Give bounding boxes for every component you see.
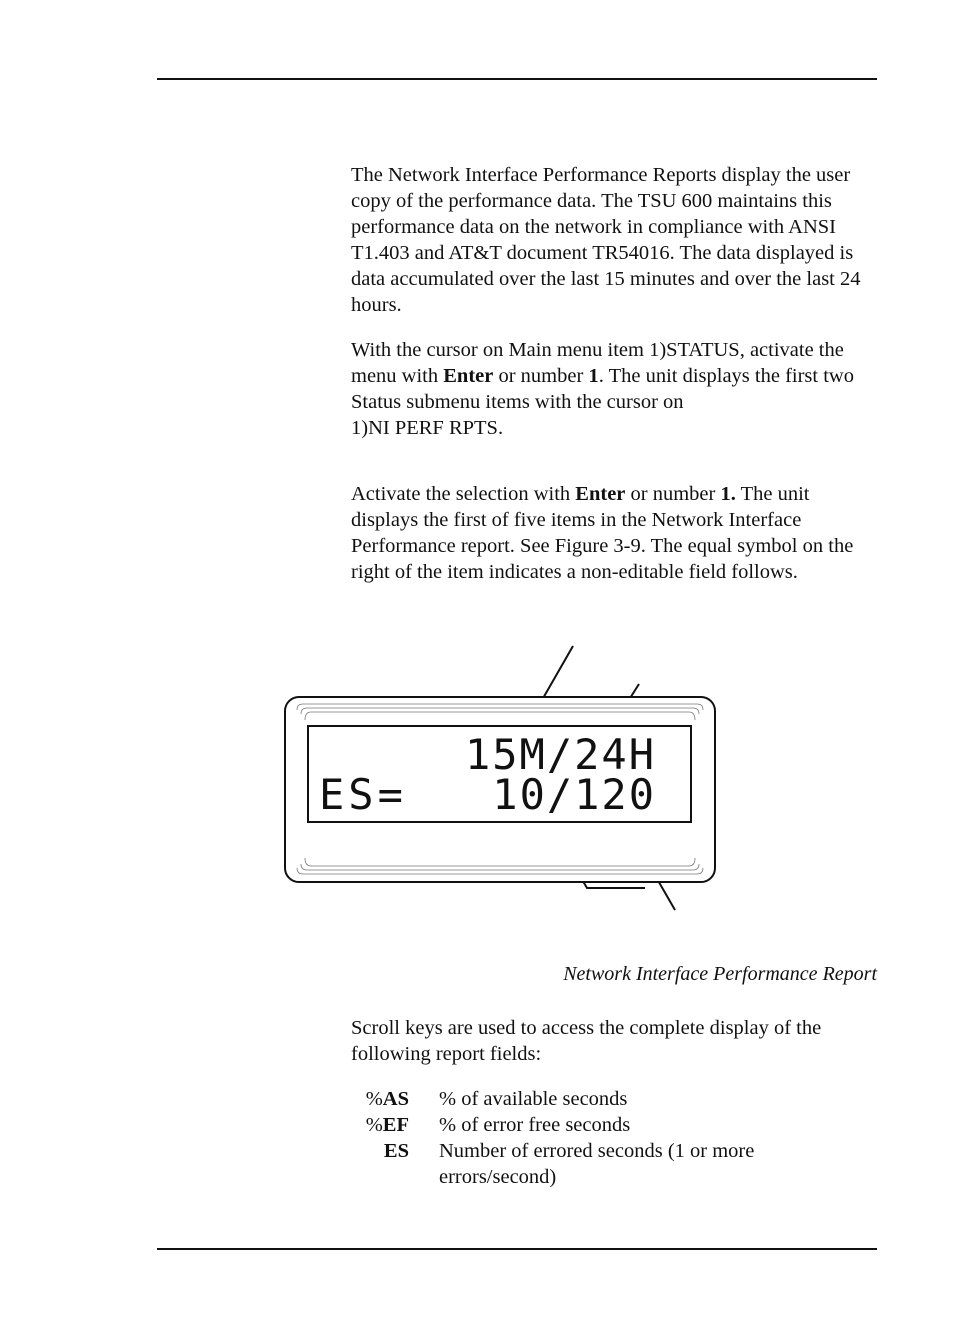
scroll-keys-text: Scroll keys are used to access the complete display of the following report fields: xyxy=(351,1017,822,1065)
term-code: AS xyxy=(382,1088,409,1110)
definition-term xyxy=(351,1138,439,1190)
lcd-line1: 15M/24H xyxy=(464,730,656,779)
p3-text-b: or number xyxy=(625,483,721,505)
scroll-keys-paragraph xyxy=(351,1015,871,1067)
status-menu-paragraph xyxy=(351,337,871,441)
figure-caption: Network Interface Performance Report xyxy=(563,963,877,985)
activate-selection-paragraph xyxy=(351,481,871,585)
definition-term xyxy=(351,1112,439,1138)
definition-desc: % of available seconds xyxy=(439,1088,628,1110)
definition-row xyxy=(351,1086,871,1112)
number-key-label: 1 xyxy=(588,365,599,387)
term-prefix: % xyxy=(365,1088,383,1110)
p2-text-d: 1)NI PERF RPTS. xyxy=(351,417,504,439)
definition-term xyxy=(351,1086,439,1112)
intro-paragraph xyxy=(351,162,871,318)
term-code: EF xyxy=(382,1114,409,1136)
definition-row xyxy=(351,1112,871,1138)
intro-text: The Network Interface Performance Reports display the user copy of the performance data. The TSU 600 maintains this performance data on the network in compliance with ANSI T1.403 and AT&T document TR54016. The data displayed is data accumulated over the last 15 minutes and over the last 24 hours. xyxy=(351,164,861,316)
p2-text-a: With the cursor on Main menu item 1)STATUS, activate the menu with xyxy=(351,339,844,387)
term-code: ES xyxy=(383,1140,409,1162)
p3-text-a: Activate the selection with xyxy=(351,483,576,505)
term-prefix: % xyxy=(365,1114,383,1136)
number-key-label: 1. xyxy=(720,483,736,505)
p3-text-c: The unit displays the first of five items in the Network Interface Performance report. See Figure 3-9. The equal symbol on the right of the item indicates a non-editable field follows. xyxy=(351,483,854,583)
definition-desc: % of error free seconds xyxy=(439,1114,631,1136)
p2-text-b: or number xyxy=(493,365,589,387)
footer-rule xyxy=(157,1248,877,1250)
lcd-line2-label: ES= xyxy=(319,770,407,819)
definition-desc: Number of errored seconds (1 or more errors/second) xyxy=(439,1140,755,1188)
enter-key-label: Enter xyxy=(575,483,626,505)
definition-row xyxy=(351,1138,871,1190)
header-rule xyxy=(157,78,877,80)
report-fields-list xyxy=(351,1086,871,1190)
enter-key-label: Enter xyxy=(443,365,494,387)
p2-text-c: . The unit displays the first two Status submenu items with the cursor on xyxy=(351,365,854,413)
lcd-line2-value: 10/120 xyxy=(492,770,656,819)
lcd-display-figure xyxy=(275,640,725,920)
